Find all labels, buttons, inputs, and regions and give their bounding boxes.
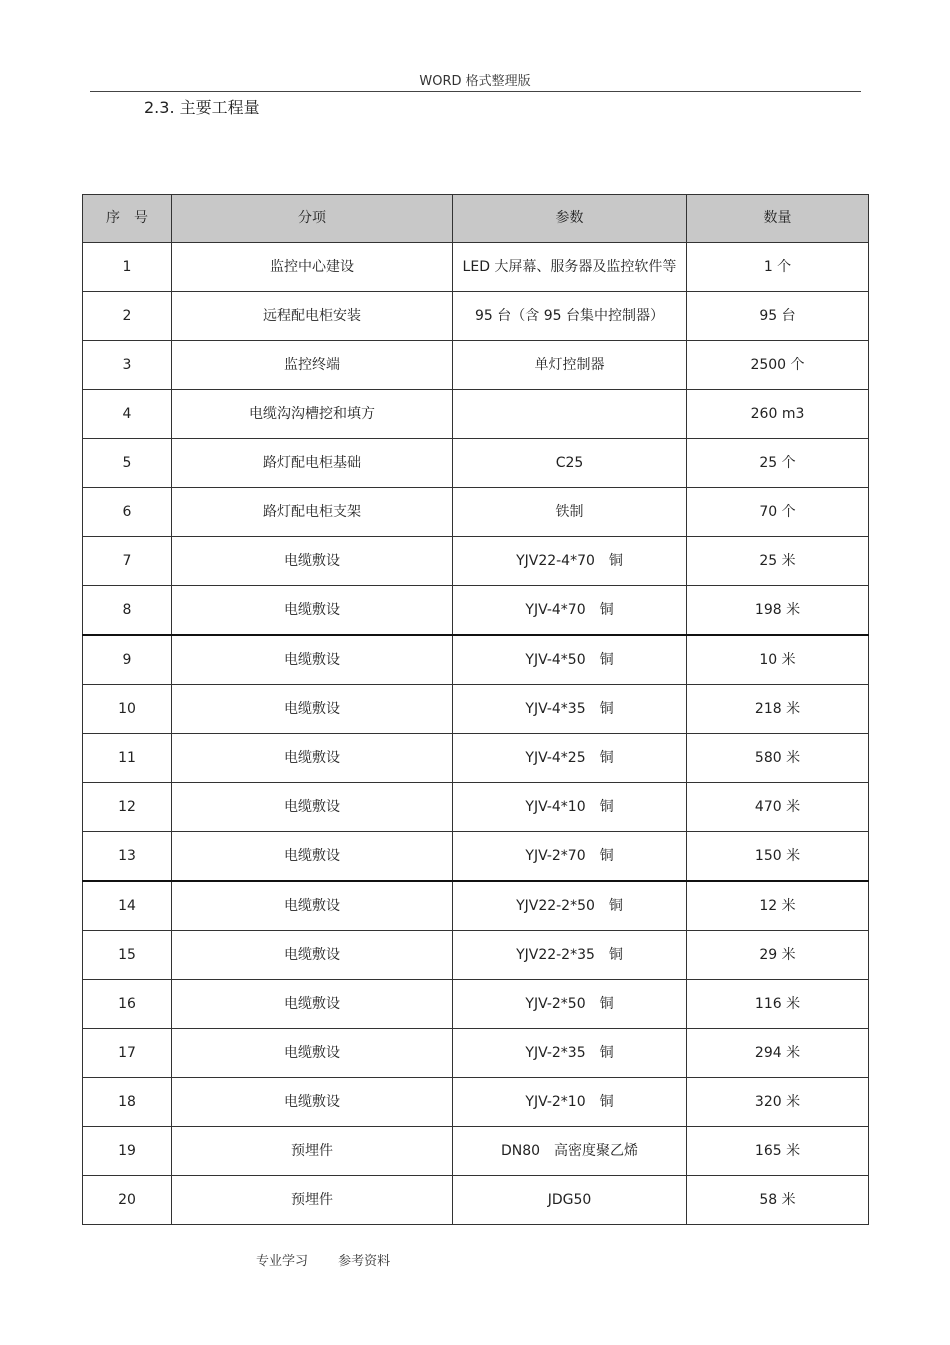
cell-qty: 470 米 <box>687 783 869 832</box>
cell-no: 17 <box>83 1029 172 1078</box>
cell-item: 路灯配电柜支架 <box>172 488 453 537</box>
table-row <box>83 1127 869 1176</box>
cell-no: 9 <box>83 635 172 685</box>
table-row <box>83 881 869 931</box>
table-row <box>83 931 869 980</box>
cell-qty: 2500 个 <box>687 341 869 390</box>
cell-item: 电缆敷设 <box>172 783 453 832</box>
cell-param: YJV-2*35 铜 <box>453 1029 687 1078</box>
table-row <box>83 537 869 586</box>
table-row <box>83 685 869 734</box>
cell-no: 19 <box>83 1127 172 1176</box>
cell-param: YJV-4*70 铜 <box>453 586 687 636</box>
cell-no: 16 <box>83 980 172 1029</box>
cell-no: 13 <box>83 832 172 882</box>
table-row <box>83 586 869 636</box>
header-item: 分项 <box>172 195 453 243</box>
header-qty: 数量 <box>687 195 869 243</box>
cell-item: 电缆沟沟槽挖和填方 <box>172 390 453 439</box>
cell-no: 4 <box>83 390 172 439</box>
cell-param: JDG50 <box>453 1176 687 1225</box>
cell-no: 18 <box>83 1078 172 1127</box>
cell-item: 电缆敷设 <box>172 537 453 586</box>
cell-item: 路灯配电柜基础 <box>172 439 453 488</box>
cell-qty: 165 米 <box>687 1127 869 1176</box>
cell-qty: 198 米 <box>687 586 869 636</box>
cell-param: C25 <box>453 439 687 488</box>
cell-item: 预埋件 <box>172 1127 453 1176</box>
cell-qty: 150 米 <box>687 832 869 882</box>
cell-no: 7 <box>83 537 172 586</box>
footer-right-text: 参考资料 <box>338 1254 391 1269</box>
table-row <box>83 1176 869 1225</box>
cell-qty: 25 米 <box>687 537 869 586</box>
cell-no: 8 <box>83 586 172 636</box>
cell-qty: 320 米 <box>687 1078 869 1127</box>
cell-qty: 294 米 <box>687 1029 869 1078</box>
cell-qty: 580 米 <box>687 734 869 783</box>
table-row <box>83 783 869 832</box>
cell-no: 5 <box>83 439 172 488</box>
cell-no: 10 <box>83 685 172 734</box>
table-row <box>83 980 869 1029</box>
cell-qty: 218 米 <box>687 685 869 734</box>
table-row <box>83 341 869 390</box>
cell-qty: 1 个 <box>687 243 869 292</box>
cell-param: LED 大屏幕、服务器及监控软件等 <box>453 243 687 292</box>
page-header: WORD 格式整理版 <box>419 74 531 89</box>
cell-param: YJV-4*10 铜 <box>453 783 687 832</box>
cell-item: 电缆敷设 <box>172 980 453 1029</box>
cell-no: 15 <box>83 931 172 980</box>
cell-qty: 116 米 <box>687 980 869 1029</box>
footer-left-text: 专业学习 <box>256 1254 309 1269</box>
cell-qty: 29 米 <box>687 931 869 980</box>
cell-item: 监控中心建设 <box>172 243 453 292</box>
table-row <box>83 488 869 537</box>
cell-item: 监控终端 <box>172 341 453 390</box>
cell-param: 单灯控制器 <box>453 341 687 390</box>
table-row <box>83 292 869 341</box>
cell-no: 6 <box>83 488 172 537</box>
cell-param: 95 台（含 95 台集中控制器） <box>453 292 687 341</box>
table-row <box>83 1078 869 1127</box>
cell-item: 电缆敷设 <box>172 635 453 685</box>
cell-qty: 70 个 <box>687 488 869 537</box>
cell-param: YJV-2*10 铜 <box>453 1078 687 1127</box>
cell-item: 电缆敷设 <box>172 586 453 636</box>
cell-qty: 10 米 <box>687 635 869 685</box>
cell-qty: 58 米 <box>687 1176 869 1225</box>
cell-param: YJV22-4*70 铜 <box>453 537 687 586</box>
table-row <box>83 635 869 685</box>
cell-item: 电缆敷设 <box>172 832 453 882</box>
header-no: 序 号 <box>83 195 172 243</box>
cell-param: YJV22-2*50 铜 <box>453 881 687 931</box>
cell-item: 电缆敷设 <box>172 1029 453 1078</box>
cell-item: 远程配电柜安装 <box>172 292 453 341</box>
cell-no: 3 <box>83 341 172 390</box>
cell-no: 20 <box>83 1176 172 1225</box>
cell-param: 铁制 <box>453 488 687 537</box>
cell-item: 电缆敷设 <box>172 734 453 783</box>
cell-qty: 95 台 <box>687 292 869 341</box>
cell-qty: 12 米 <box>687 881 869 931</box>
cell-item: 电缆敷设 <box>172 685 453 734</box>
table-row <box>83 390 869 439</box>
cell-param: DN80 高密度聚乙烯 <box>453 1127 687 1176</box>
cell-qty: 260 m3 <box>687 390 869 439</box>
page-footer <box>256 1250 390 1269</box>
cell-item: 电缆敷设 <box>172 881 453 931</box>
table-row <box>83 1029 869 1078</box>
cell-item: 电缆敷设 <box>172 931 453 980</box>
cell-item: 电缆敷设 <box>172 1078 453 1127</box>
cell-param: YJV-2*70 铜 <box>453 832 687 882</box>
cell-qty: 25 个 <box>687 439 869 488</box>
cell-param: YJV-4*35 铜 <box>453 685 687 734</box>
quantity-table <box>82 194 869 1225</box>
cell-no: 12 <box>83 783 172 832</box>
cell-no: 2 <box>83 292 172 341</box>
cell-param: YJV22-2*35 铜 <box>453 931 687 980</box>
cell-no: 11 <box>83 734 172 783</box>
table-row <box>83 439 869 488</box>
cell-param: YJV-2*50 铜 <box>453 980 687 1029</box>
table-row <box>83 243 869 292</box>
table-row <box>83 734 869 783</box>
cell-param <box>453 390 687 439</box>
cell-no: 1 <box>83 243 172 292</box>
cell-no: 14 <box>83 881 172 931</box>
cell-param: YJV-4*50 铜 <box>453 635 687 685</box>
cell-param: YJV-4*25 铜 <box>453 734 687 783</box>
table-row <box>83 832 869 882</box>
section-title: 2.3. 主要工程量 <box>144 98 260 117</box>
header-param: 参数 <box>453 195 687 243</box>
table-header-row <box>83 195 869 243</box>
cell-item: 预埋件 <box>172 1176 453 1225</box>
header-divider <box>90 91 861 92</box>
